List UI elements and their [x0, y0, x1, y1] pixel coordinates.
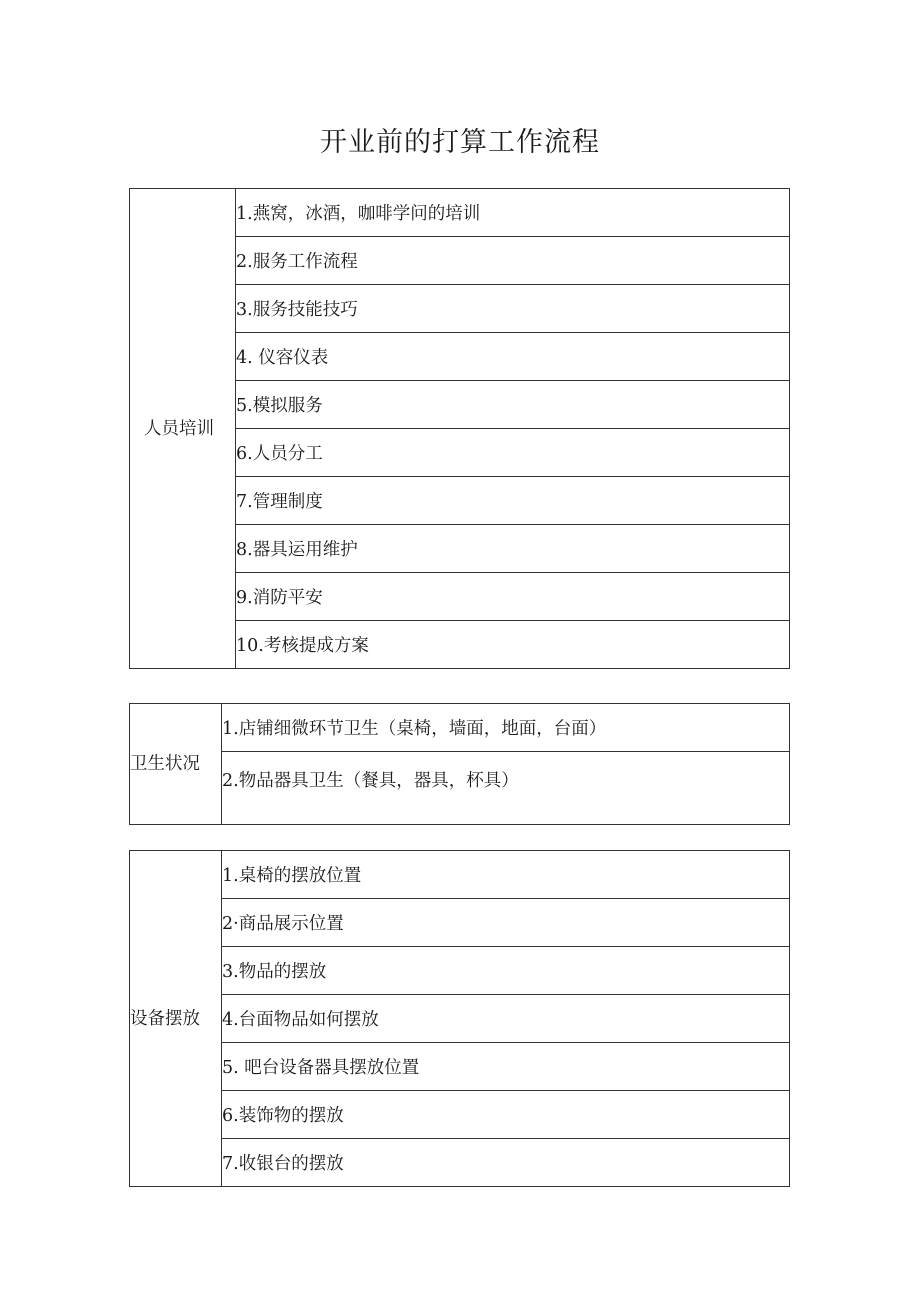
list-item: 1.店铺细微环节卫生（桌椅，墙面，地面，台面）: [222, 704, 790, 752]
list-item: 8.器具运用维护: [236, 525, 790, 573]
list-item: 2·商品展示位置: [222, 899, 790, 947]
list-item: 1.桌椅的摆放位置: [222, 851, 790, 899]
section-hygiene: [129, 703, 790, 825]
list-item: 6.人员分工: [236, 429, 790, 477]
list-item: 2.服务工作流程: [236, 237, 790, 285]
category-cell: [130, 851, 222, 1187]
list-item: 3.服务技能技巧: [236, 285, 790, 333]
category-label: 卫生状况: [130, 754, 200, 774]
category-label: 人员培训: [144, 418, 214, 439]
list-item: 6.装饰物的摆放: [222, 1091, 790, 1139]
list-item: 10.考核提成方案: [236, 621, 790, 669]
section-staff-training: [129, 188, 790, 669]
list-item: 2.物品器具卫生（餐具，器具，杯具）: [222, 752, 790, 825]
list-item: 7.收银台的摆放: [222, 1139, 790, 1187]
list-item: 4.台面物品如何摆放: [222, 995, 790, 1043]
list-item: 9.消防平安: [236, 573, 790, 621]
section-equipment-placement: [129, 850, 790, 1187]
list-item: 1.燕窝，冰酒，咖啡学问的培训: [236, 189, 790, 237]
category-cell: [130, 189, 236, 669]
page-title: 开业前的打算工作流程: [320, 127, 600, 158]
list-item: 4. 仪容仪表: [236, 333, 790, 381]
list-item: 5.模拟服务: [236, 381, 790, 429]
list-item: 5. 吧台设备器具摆放位置: [222, 1043, 790, 1091]
list-item: 3.物品的摆放: [222, 947, 790, 995]
category-label: 设备摆放: [130, 1008, 200, 1029]
list-item: 7.管理制度: [236, 477, 790, 525]
category-cell: [130, 704, 222, 825]
